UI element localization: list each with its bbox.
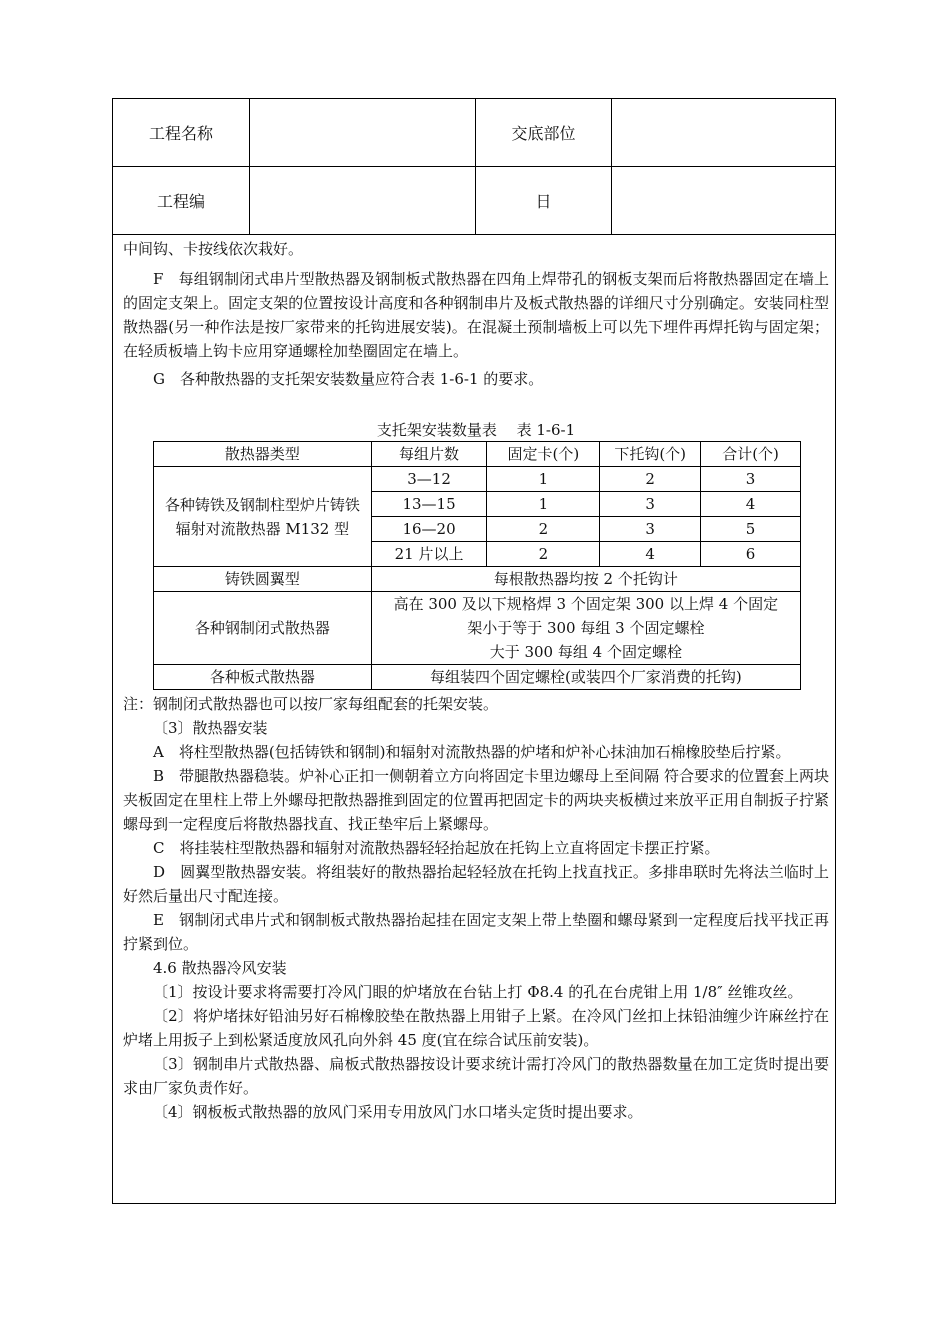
paragraph: D 圆翼型散热器安装。将组装好的散热器抬起轻轻放在托钩上找直找正。多排串联时先将法兰临时上好然后量出尺寸配连接。 [123,863,829,905]
date-label: 日 [535,191,552,211]
radiator-type-cell: 各种板式散热器 [154,665,372,690]
table-cell: 2 [487,542,600,567]
table-note: 注：钢制闭式散热器也可以按厂家每组配套的托架安装。 [123,695,499,713]
table-cell: 1 [487,467,600,492]
table-cell: 6 [701,542,801,567]
paragraph: 〔4〕钢板板式散热器的放风门采用专用放风门水口堵头定货时提出要求。 [153,1103,643,1121]
table-note-cell [371,592,800,665]
radiator-type-cell: 各种铸铁及钢制柱型炉片铸铁辐射对流散热器 M132 型 [154,467,372,567]
table-cell: 4 [600,542,701,567]
table-row [154,665,801,690]
paragraph: E 钢制闭式串片式和钢制板式散热器抬起挂在固定支架上带上垫圈和螺母紧到一定程度后找平找正再拧紧到位。 [123,911,829,953]
paragraph: 中间钩、卡按线依次栽好。 [123,240,304,258]
table-cell: 3 [600,517,701,542]
table-cell: 3 [600,492,701,517]
table-row [154,592,801,665]
location-label: 交底部位 [511,124,576,143]
table-cell: 13—15 [371,492,487,517]
table-row [154,567,801,592]
table-note-line: 架小于等于 300 每组 3 个固定螺栓 [467,619,705,637]
table-note-cell: 每根散热器均按 2 个托钩计 [371,567,800,592]
paragraph: 〔1〕按设计要求将需要打冷风门眼的炉堵放在台钻上打 Φ8.4 的孔在台虎钳上用 1/8″ 丝锥攻丝。 [153,983,803,1001]
header-row-2 [113,166,835,235]
table-cell: 21 片以上 [371,542,487,567]
table-cell: 3—12 [371,467,487,492]
paragraph: C 将挂装柱型散热器和辐射对流散热器轻轻抬起放在托钩上立直将固定卡摆正拧紧。 [153,839,720,857]
table-header-row [154,442,801,467]
table-caption: 支托架安装数量表 表 1-6-1 [376,421,576,439]
radiator-type-cell: 铸铁圆翼型 [154,567,372,592]
table-header: 散热器类型 [154,442,372,467]
table-cell: 4 [701,492,801,517]
table-cell: 16—20 [371,517,487,542]
location-value [612,99,834,166]
paragraph: F 每组钢制闭式串片型散热器及钢制板式散热器在四角上焊带孔的钢板支架而后将散热器固定在墙上的固定支架上。固定支架的位置按设计高度和各种钢制串片及板式散热器的详细尺寸分别确定。安装同柱型散热器(另一种作法是按厂家带来的托钩进展安装)。在混凝土预制墙板上可以先下埋件再焊托钩与固定架；在轻质板墙上钩卡应用穿通螺栓加垫圈固定在墙上。 [123,270,829,360]
body-content [123,237,829,1124]
table-note-cell: 每组装四个固定螺栓(或装四个厂家消费的托钩) [371,665,800,690]
table-note-line: 高在 300 及以下规格焊 3 个固定架 300 以上焊 4 个固定 [393,595,779,613]
section-heading: 4.6 散热器冷风安装 [153,959,287,977]
table-cell: 1 [487,492,600,517]
radiator-type-cell: 各种钢制闭式散热器 [154,592,372,665]
section-heading: 〔3〕散热器安装 [153,719,268,737]
table-row [154,467,801,492]
project-no-label: 工程编 [156,191,205,211]
table-note-line: 大于 300 每组 4 个固定螺栓 [489,643,682,661]
table-header: 每组片数 [371,442,487,467]
table-cell: 3 [701,467,801,492]
table-cell: 5 [701,517,801,542]
paragraph: G 各种散热器的支托架安装数量应符合表 1-6-1 的要求。 [153,370,544,388]
table-cell: 2 [487,517,600,542]
paragraph: B 带腿散热器稳装。炉补心正扣一侧朝着立方向将固定卡里边螺母上至间隔 符合要求的位置套上两块夹板固定在里柱上带上外螺母把散热器推到固定的位置再把固定卡的两块夹板横过来放平正用自制扳子拧紧螺母到一定程度后将散热器找直、找正垫牢后上紧螺母。 [123,767,829,833]
table-header: 合计(个) [701,442,801,467]
project-name-label: 工程名称 [148,124,213,143]
header-row-1 [113,99,835,167]
project-name-value [250,99,475,166]
project-no-value [250,166,475,234]
table-cell: 2 [600,467,701,492]
table-header: 下托钩(个) [600,442,701,467]
document-frame [112,98,836,1204]
table-header: 固定卡(个) [487,442,600,467]
paragraph: 〔3〕钢制串片式散热器、扁板式散热器按设计要求统计需打冷风门的散热器数量在加工定货时提出要求由厂家负责作好。 [123,1055,829,1097]
support-quantity-table [153,441,801,690]
paragraph: 〔2〕将炉堵抹好铅油另好石棉橡胶垫在散热器上用钳子上紧。在冷风门丝扣上抹铅油缠少许麻丝拧在炉堵上用扳子上到松紧适度放风孔向外斜 45 度(宜在综合试压前安装)。 [123,1007,829,1049]
paragraph: A 将柱型散热器(包括铸铁和钢制)和辐射对流散热器的炉堵和炉补心抹油加石棉橡胶垫后拧紧。 [153,743,791,761]
date-value [612,166,834,234]
